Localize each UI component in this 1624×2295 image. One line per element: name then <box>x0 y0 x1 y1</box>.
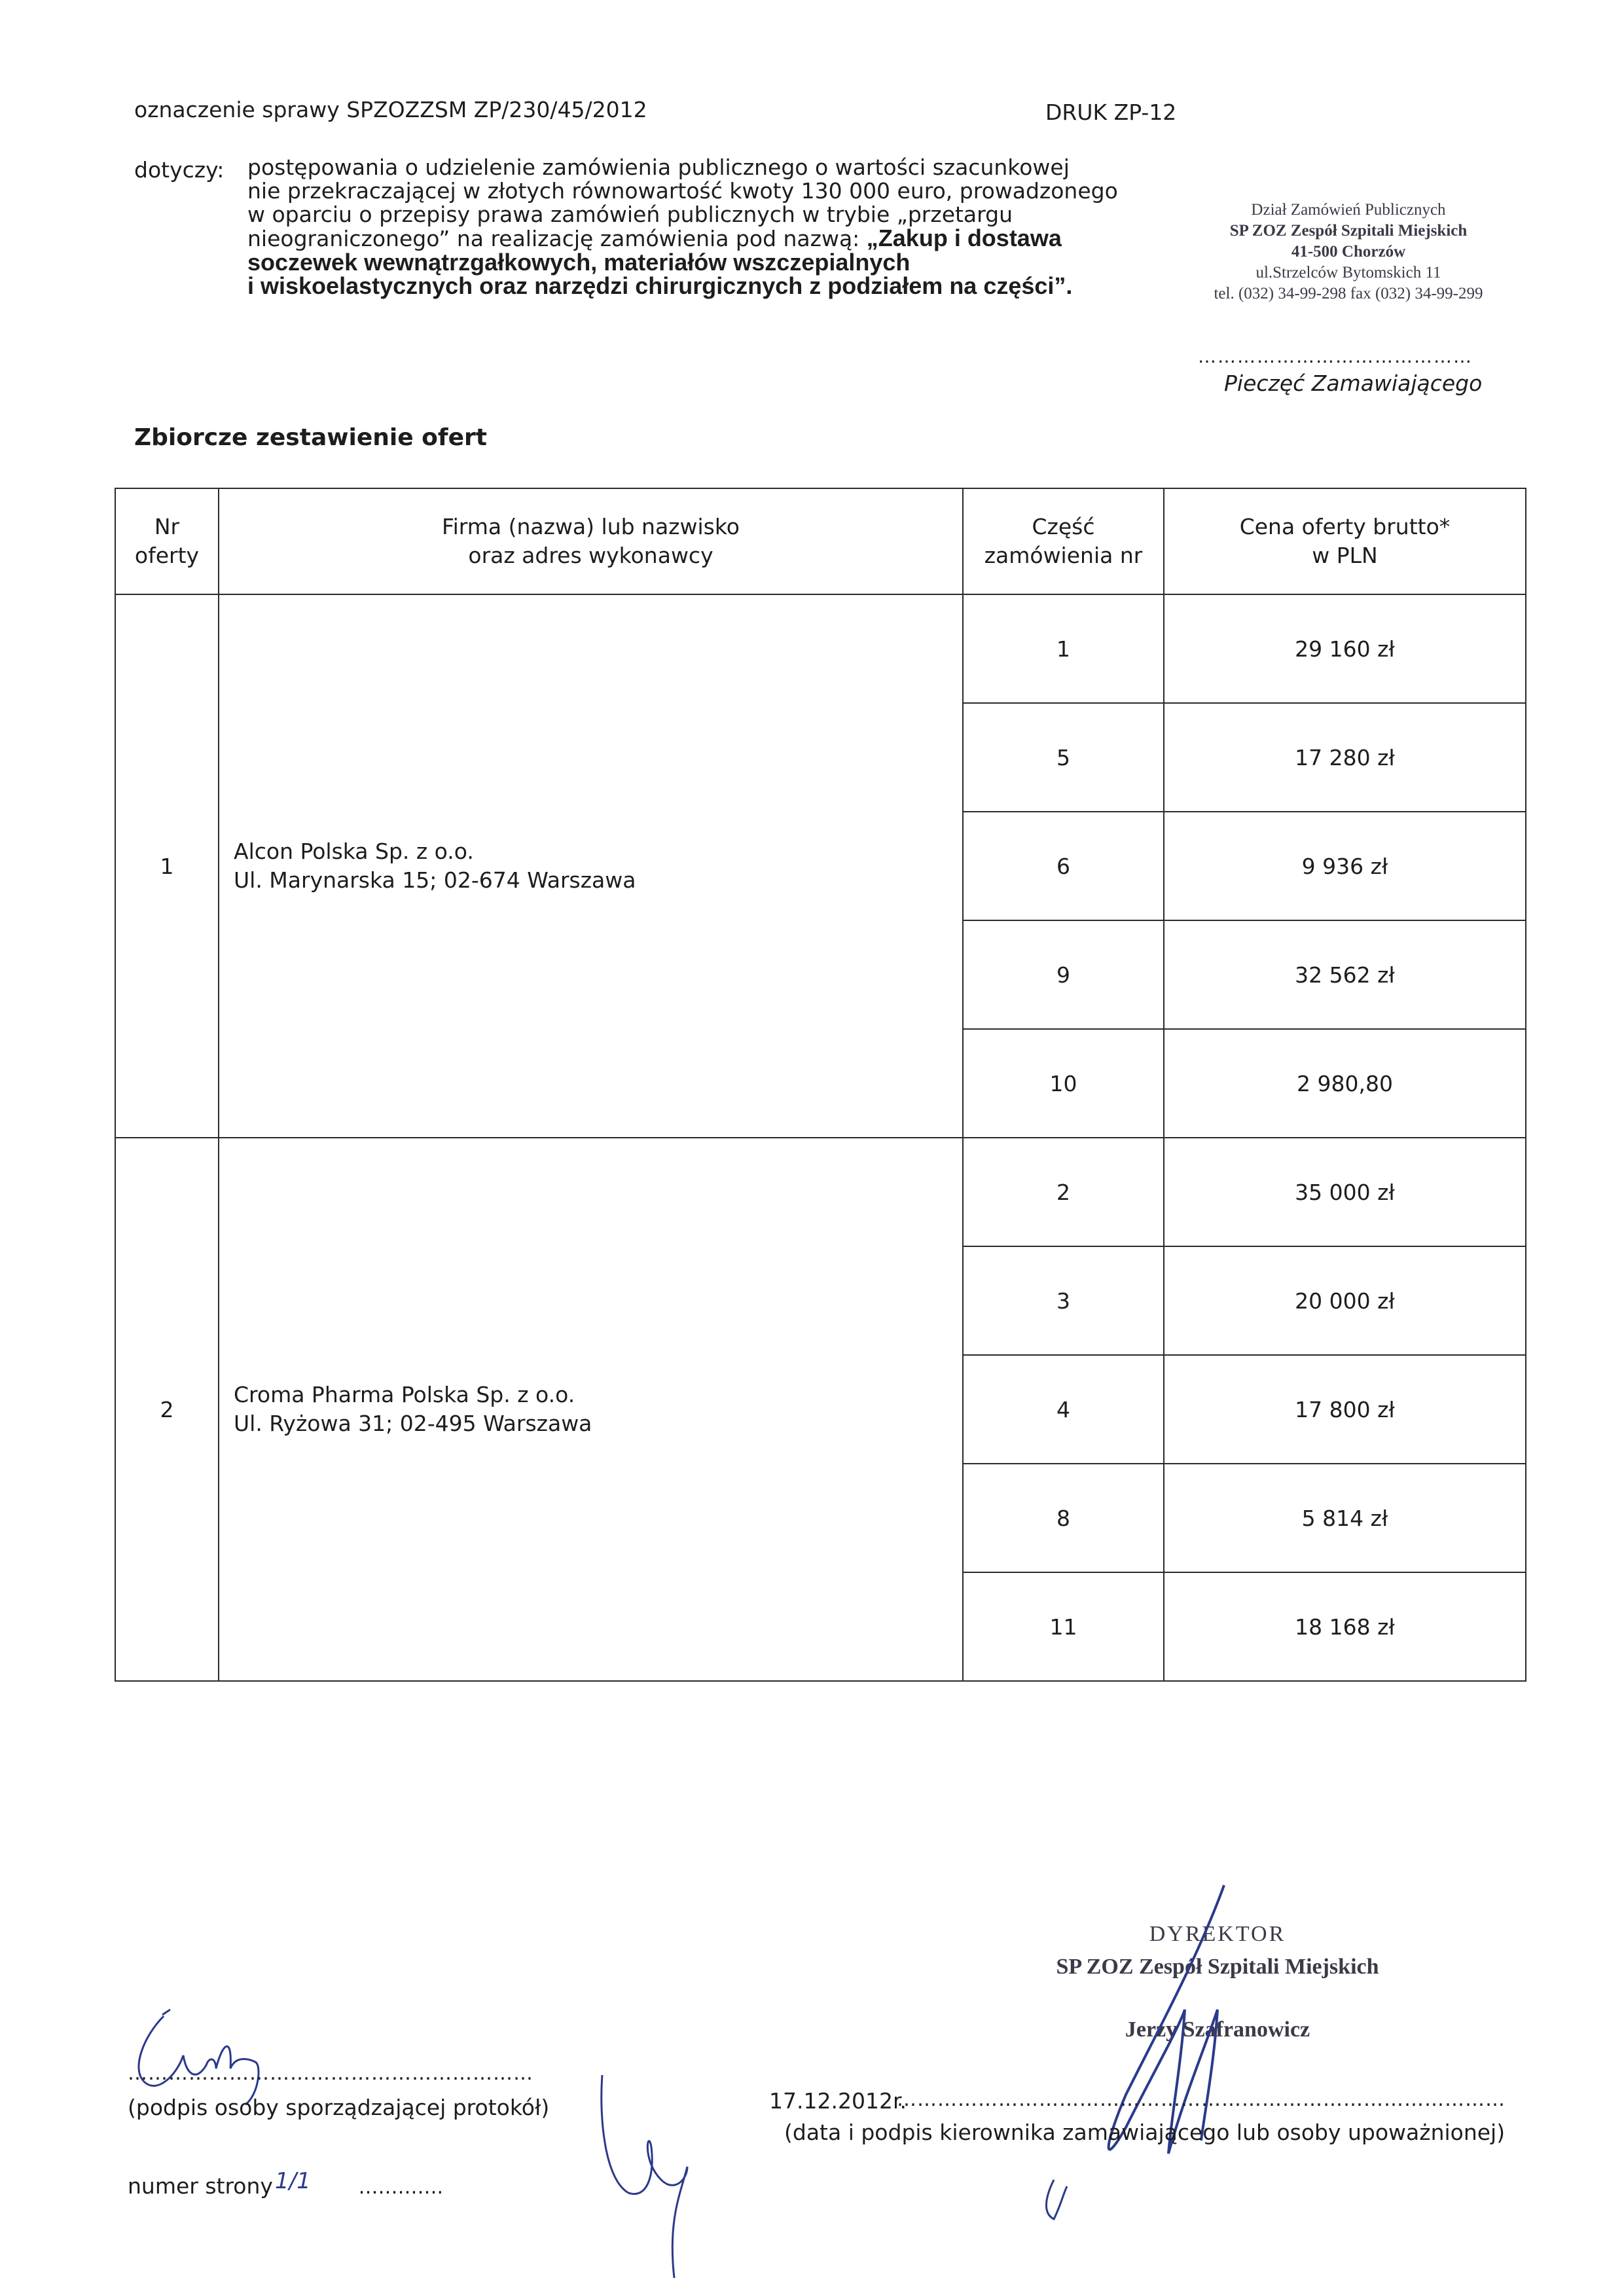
firm-cell <box>219 594 963 1138</box>
form-code: DRUK ZP-12 <box>1045 99 1177 125</box>
dotyczy-label: dotyczy: <box>134 157 225 183</box>
header-text: Firma (nazwa) lub nazwisko <box>442 514 740 539</box>
subject-line: postępowania o udzielenie zamówienia publicznego o wartości szacunkowej <box>247 154 1070 180</box>
table-header-row <box>115 488 1526 594</box>
subject-title-line: i wiskoelastycznych oraz narzędzi chirurgicznych z podziałem na części”. <box>247 272 1073 299</box>
director-title: DYREKTOR <box>1149 1922 1286 1946</box>
offers-table <box>115 488 1526 1682</box>
case-reference: oznaczenie sprawy SPZOZZSM ZP/230/45/2012 <box>134 97 647 122</box>
price-cell: 35 000 zł <box>1164 1138 1526 1246</box>
stamp-caption: Pieczęć Zamawiającego <box>1224 370 1483 396</box>
offer-nr-cell: 1 <box>115 594 219 1138</box>
price-cell: 20 000 zł <box>1164 1246 1526 1355</box>
firm-cell <box>219 1138 963 1681</box>
preparer-signature <box>118 1997 288 2108</box>
stamp-line: ul.Strzelców Bytomskich 11 <box>1255 264 1441 281</box>
header-text: w PLN <box>1312 543 1378 568</box>
price-cell: 5 814 zł <box>1164 1464 1526 1572</box>
header-text: Część <box>1032 514 1095 539</box>
firm-address: Ul. Ryżowa 31; 02-495 Warszawa <box>234 1411 592 1436</box>
firm-name: Croma Pharma Polska Sp. z o.o. <box>234 1382 575 1407</box>
header-firm <box>219 488 963 594</box>
date-signature-label: (data i podpis kierownika zamawiającego lub osoby upoważnionej) <box>784 2120 1506 2145</box>
initials-signature <box>589 2069 720 2278</box>
section-title: Zbiorcze zestawienie ofert <box>134 424 487 451</box>
stamp-line: 41-500 Chorzów <box>1291 243 1406 261</box>
subject-line-text: nieograniczonego” na realizację zamówienia pod nazwą: <box>247 226 867 251</box>
director-unit: SP ZOZ Zespół Szpitali Miejskich <box>1056 1955 1379 1979</box>
subject-paragraph <box>247 156 1164 298</box>
price-cell: 17 800 zł <box>1164 1355 1526 1464</box>
header-part <box>963 488 1164 594</box>
page-number-value: 1/1 <box>275 2168 311 2194</box>
page-number-text: numer strony <box>128 2173 280 2199</box>
part-cell: 2 <box>963 1138 1164 1246</box>
header-text: Nr <box>154 514 180 539</box>
header-text: zamówienia nr <box>984 543 1143 568</box>
stamp-dotted-line: …………………………………… <box>1198 346 1473 367</box>
director-signature <box>1028 1879 1303 2245</box>
subject-line: nie przekraczającej w złotych równowartość kwoty 130 000 euro, prowadzonego <box>247 178 1118 204</box>
header-price <box>1164 488 1526 594</box>
subject-title-line: soczewek wewnątrzgałkowych, materiałów wszczepialnych <box>247 249 911 276</box>
header-text: oferty <box>134 543 200 568</box>
firm-name: Alcon Polska Sp. z o.o. <box>234 839 474 864</box>
date-text: 17.12.2012r. <box>769 2088 907 2114</box>
header-text: Cena oferty brutto* <box>1239 514 1451 539</box>
date-dotted-line: ……………………………………………………………………………… <box>897 2088 1506 2111</box>
price-cell: 9 936 zł <box>1164 812 1526 920</box>
part-cell: 9 <box>963 920 1164 1029</box>
part-cell: 11 <box>963 1572 1164 1681</box>
part-cell: 5 <box>963 703 1164 812</box>
part-cell: 3 <box>963 1246 1164 1355</box>
part-cell: 1 <box>963 594 1164 703</box>
price-cell: 29 160 zł <box>1164 594 1526 703</box>
subject-line: w oparciu o przepisy prawa zamówień publicznych w trybie „przetargu <box>247 202 1013 227</box>
page-number-dots: …………. <box>358 2176 443 2199</box>
part-cell: 6 <box>963 812 1164 920</box>
stamp-line: Dział Zamówień Publicznych <box>1251 201 1446 219</box>
signer-dotted-line: …………………………………………………… <box>128 2062 533 2085</box>
offer-nr-cell: 2 <box>115 1138 219 1681</box>
price-cell: 18 168 zł <box>1164 1572 1526 1681</box>
subject-title-start: „Zakup i dostawa <box>866 225 1062 251</box>
part-cell: 10 <box>963 1029 1164 1138</box>
subject-line <box>247 226 1164 251</box>
signer-label: (podpis osoby sporządzającej protokół) <box>128 2095 550 2120</box>
director-name: Jerzy Szafranowicz <box>1125 2017 1310 2042</box>
stamp-line: SP ZOZ Zespół Szpitali Miejskich <box>1229 222 1468 240</box>
stamp-line: tel. (032) 34-99-298 fax (032) 34-99-299 <box>1214 285 1483 302</box>
firm-address: Ul. Marynarska 15; 02-674 Warszawa <box>234 867 636 893</box>
price-cell: 17 280 zł <box>1164 703 1526 812</box>
table-row <box>115 594 1526 703</box>
price-cell: 2 980,80 <box>1164 1029 1526 1138</box>
part-cell: 4 <box>963 1355 1164 1464</box>
part-cell: 8 <box>963 1464 1164 1572</box>
header-offer-nr <box>115 488 219 594</box>
header-text: oraz adres wykonawcy <box>468 543 713 568</box>
price-cell: 32 562 zł <box>1164 920 1526 1029</box>
table-row <box>115 1138 1526 1246</box>
ordering-party-stamp <box>1152 200 1545 304</box>
